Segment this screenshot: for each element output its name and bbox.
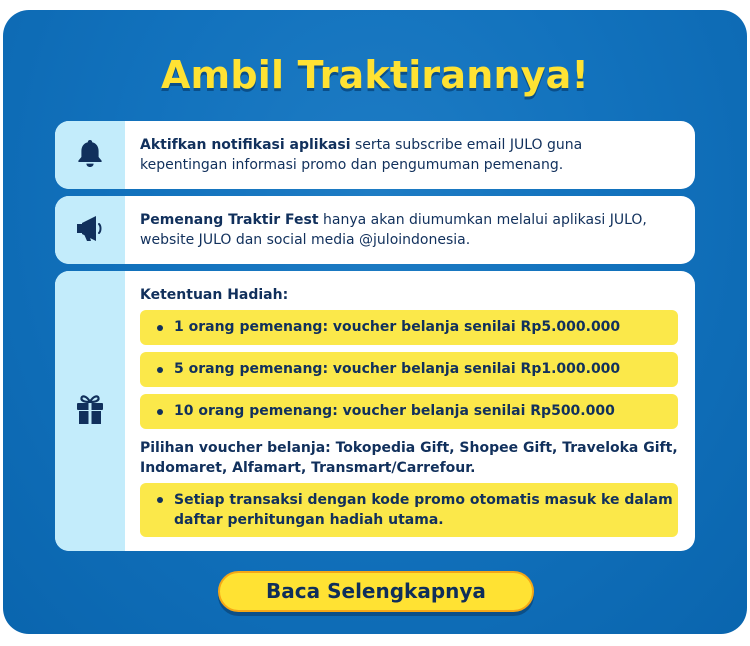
notification-line-1 <box>140 135 681 155</box>
notification-text-rest: serta subscribe email JULO guna <box>350 137 583 153</box>
winner-announcement-box <box>55 196 695 264</box>
bullet <box>157 409 163 415</box>
announcement-text-rest: hanya akan diumumkan melalui aplikasi JULO, <box>318 212 647 228</box>
announcement-text <box>140 210 681 250</box>
bullet <box>157 367 163 373</box>
notification-line-2: kepentingan informasi promo dan pengumuman pemenang. <box>140 157 564 173</box>
prize-item-3 <box>140 394 678 429</box>
bullet <box>157 497 163 503</box>
promo-card <box>3 10 747 634</box>
megaphone-icon <box>74 214 106 246</box>
promo-note-line-2: daftar perhitungan hadiah utama. <box>174 512 444 528</box>
prize-item-1 <box>140 310 678 345</box>
icon-panel <box>55 271 125 551</box>
notification-bold-text: Aktifkan notifikasi aplikasi <box>140 137 351 153</box>
page-title: Ambil Traktirannya! <box>160 53 590 97</box>
prize-terms-box <box>55 271 695 551</box>
promo-note-line-1: Setiap transaksi dengan kode promo otomatis masuk ke dalam <box>174 492 673 508</box>
gift-icon <box>75 393 105 429</box>
announcement-line-1 <box>140 210 681 230</box>
bell-icon <box>76 138 104 172</box>
voucher-options-line-1: Pilihan voucher belanja: Tokopedia Gift, Shopee Gift, Traveloka Gift, <box>140 440 678 456</box>
notification-info-box <box>55 121 695 189</box>
prize-item-text: 1 orang pemenang: voucher belanja senilai Rp5.000.000 <box>174 319 621 335</box>
prize-item-text: 10 orang pemenang: voucher belanja senilai Rp500.000 <box>174 403 615 419</box>
prize-item-text: 5 orang pemenang: voucher belanja senilai Rp1.000.000 <box>174 361 621 377</box>
voucher-options-line-2: Indomaret, Alfamart, Transmart/Carrefour. <box>140 460 476 476</box>
icon-panel <box>55 196 125 264</box>
prize-item-2 <box>140 352 678 387</box>
notification-text <box>140 135 681 175</box>
announcement-line-2: website JULO dan social media @juloindonesia. <box>140 232 471 248</box>
bullet <box>157 325 163 331</box>
read-more-button[interactable]: Baca Selengkapnya <box>218 571 534 612</box>
voucher-options-text <box>140 438 681 478</box>
announcement-bold-text: Pemenang Traktir Fest <box>140 212 319 228</box>
icon-panel <box>55 121 125 189</box>
promo-note <box>140 483 678 537</box>
prize-heading: Ketentuan Hadiah: <box>140 287 289 303</box>
